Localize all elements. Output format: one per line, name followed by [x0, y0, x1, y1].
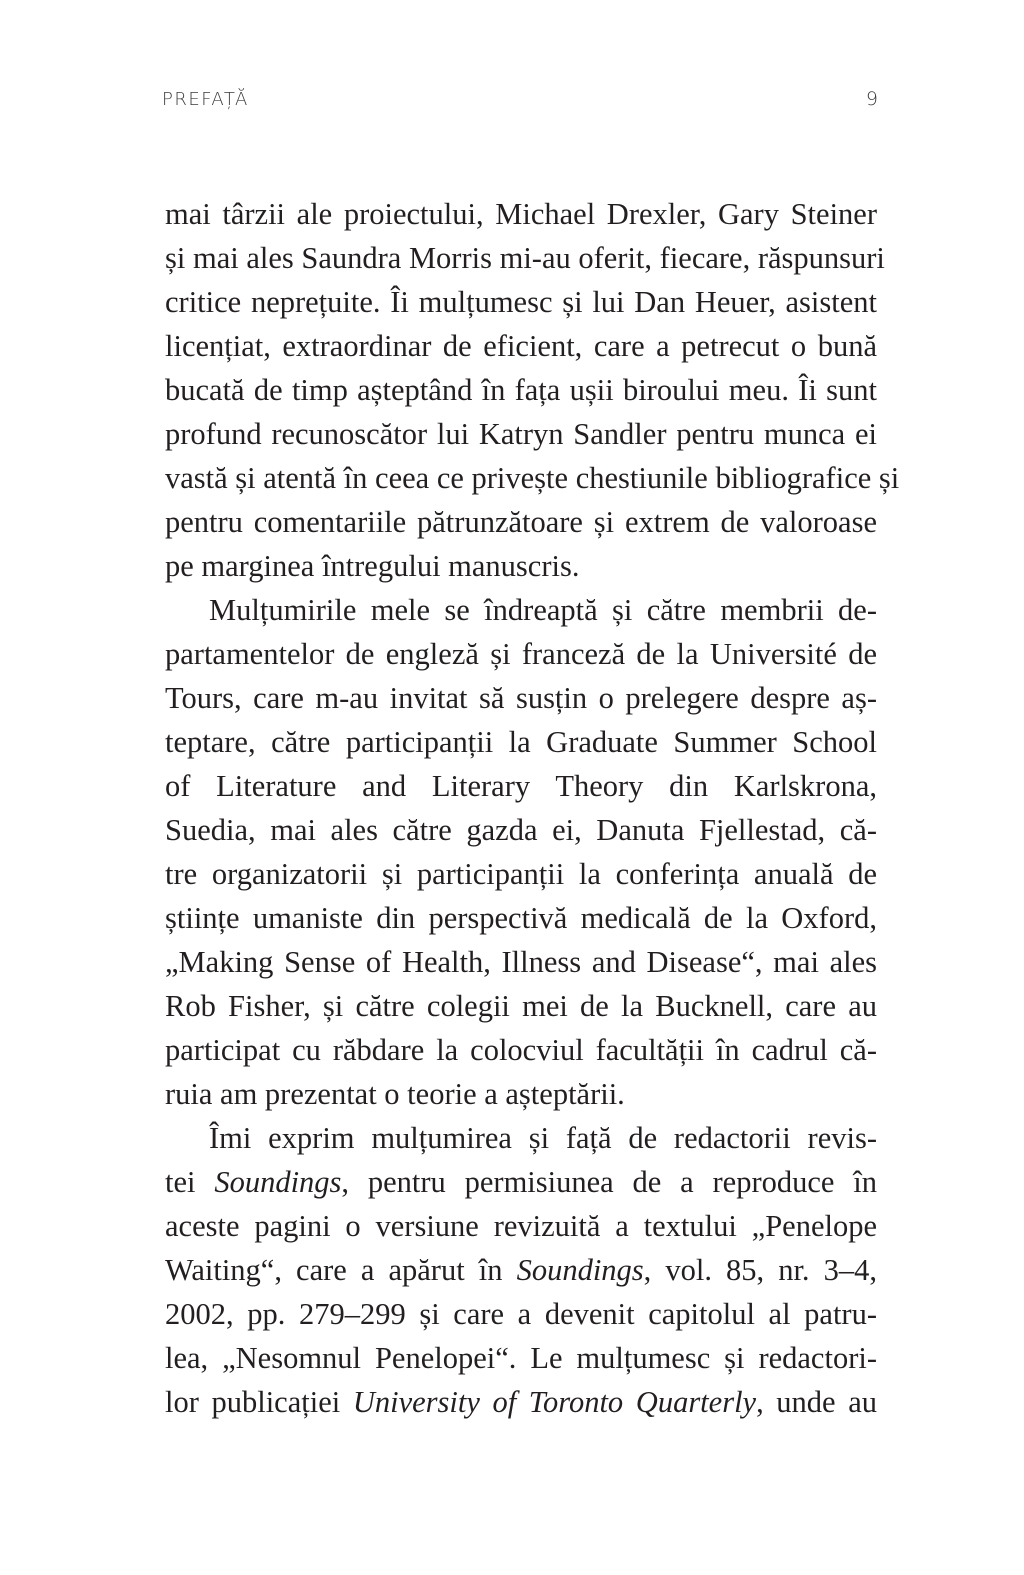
text-line: vastă și atentă în ceea ce privește chestiunile bibliografice și	[165, 461, 900, 495]
text-line: pe marginea întregului manuscris.	[165, 549, 580, 583]
text-line: bucată de timp așteptând în fața ușii biroului meu. Îi sunt	[165, 373, 877, 407]
text-run: , unde au	[756, 1385, 877, 1419]
text-run: lor publicației	[165, 1385, 353, 1419]
text-line: partamentelor de engleză și franceză de la Université de	[165, 637, 877, 671]
text-line: Rob Fisher, și către colegii mei de la Bucknell, care au	[165, 989, 877, 1023]
text-line	[165, 1336, 877, 1380]
paragraph	[165, 1116, 877, 1424]
page-body	[165, 192, 900, 1424]
text-line	[165, 1116, 877, 1160]
text-line: participat cu răbdare la colocviul facultății în cadrul că-	[165, 1033, 877, 1067]
text-run: aceste pagini o versiune revizuită a textului „Penelope	[165, 1209, 877, 1243]
text-line	[165, 1380, 877, 1424]
paragraph	[165, 588, 877, 1116]
text-line: critice neprețuite. Îi mulțumesc și lui Dan Heuer, asistent	[165, 285, 877, 319]
text-run: Îmi exprim mulțumirea și față de redactorii revis-	[209, 1121, 877, 1155]
italic-title: Soundings	[516, 1253, 644, 1287]
text-line: științe umaniste din perspectivă medicală de la Oxford,	[165, 901, 877, 935]
text-line: teptare, către participanții la Graduate Summer School	[165, 725, 877, 759]
text-line: licențiat, extraordinar de eficient, care a petrecut o bună	[165, 329, 877, 363]
text-line	[165, 1292, 877, 1336]
text-run: lea, „Nesomnul Penelopei“. Le mulțumesc și redactori-	[165, 1341, 877, 1375]
text-line: Mulțumirile mele se îndreaptă și către membrii de-	[209, 593, 877, 627]
text-run: 2002, pp. 279–299 și care a devenit capitolul al patru-	[165, 1297, 877, 1331]
text-line: tre organizatorii și participanții la conferința anuală de	[165, 857, 877, 891]
text-run: tei	[165, 1165, 215, 1199]
page-number: 9	[865, 88, 878, 110]
text-line: și mai ales Saundra Morris mi-au oferit, fiecare, răspunsuri	[165, 241, 885, 275]
text-line	[165, 1204, 877, 1248]
text-line: of Literature and Literary Theory din Karlskrona,	[165, 769, 877, 803]
running-head	[162, 86, 878, 112]
text-line: pentru comentariile pătrunzătoare și extrem de valoroase	[165, 505, 877, 539]
section-title: PREFAȚĂ	[162, 88, 249, 110]
text-line: „Making Sense of Health, Illness and Disease“, mai ales	[165, 945, 877, 979]
text-line: profund recunoscător lui Katryn Sandler pentru munca ei	[165, 417, 877, 451]
text-line: Tours, care m-au invitat să susțin o prelegere despre aș-	[165, 681, 877, 715]
text-run: , pentru permisiunea de a reproduce în	[341, 1165, 877, 1199]
text-line: Suedia, mai ales către gazda ei, Danuta Fjellestad, că-	[165, 813, 877, 847]
text-line: ruia am prezentat o teorie a așteptării.	[165, 1077, 625, 1111]
text-run: Waiting“, care a apărut în	[165, 1253, 517, 1287]
text-line: mai târzii ale proiectului, Michael Drexler, Gary Steiner	[165, 197, 877, 231]
italic-title: University of Toronto Quarterly	[352, 1385, 757, 1419]
text-line	[165, 1160, 877, 1204]
text-run: , vol. 85, nr. 3–4,	[643, 1253, 878, 1287]
text-line	[165, 1248, 877, 1292]
italic-title: Soundings	[214, 1165, 342, 1199]
paragraph	[165, 192, 900, 588]
